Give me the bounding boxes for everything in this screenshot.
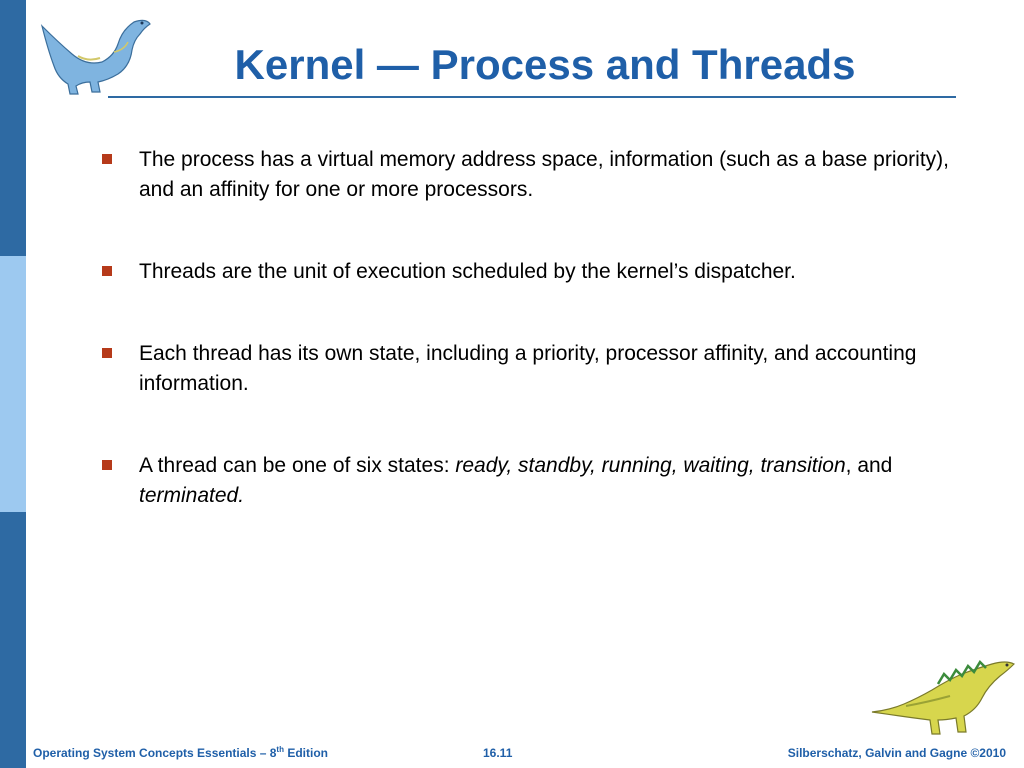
bullet-item <box>100 145 960 205</box>
title-underline <box>108 96 956 98</box>
bullet-text-segment: The process has a virtual memory address space, information (such as a base priority), and an affinity for one or more processors. <box>139 148 950 201</box>
dinosaur-logo-icon <box>30 6 160 96</box>
bullet-text <box>139 454 892 507</box>
bullet-text-segment: Each thread has its own state, including a priority, processor affinity, and accounting information. <box>139 342 917 395</box>
dinosaur-logo-icon <box>868 640 1018 740</box>
bullet-item <box>100 257 960 287</box>
square-bullet-icon <box>102 154 112 164</box>
bullet-list <box>100 145 960 563</box>
bullet-text-segment: A thread can be one of six states: <box>139 454 456 477</box>
bullet-text-segment: , and <box>845 454 893 477</box>
left-accent-bar <box>0 0 26 768</box>
bullet-item <box>100 451 960 511</box>
bullet-text <box>139 148 949 201</box>
left-accent-bar-highlight <box>0 256 26 512</box>
footer-book-title <box>33 744 328 762</box>
bullet-item <box>100 339 960 399</box>
footer-book-title-superscript: th <box>276 745 284 754</box>
bullet-text <box>139 342 916 395</box>
bullet-text-italic-segment: terminated. <box>139 484 245 507</box>
bullet-text-segment: Threads are the unit of execution scheduled by the kernel’s dispatcher. <box>139 260 796 283</box>
footer-book-title-prefix: Operating System Concepts Essentials – 8 <box>33 746 277 760</box>
bullet-text <box>139 260 796 283</box>
square-bullet-icon <box>102 348 112 358</box>
footer-authors: Silberschatz, Galvin and Gagne ©2010 <box>787 746 1006 760</box>
square-bullet-icon <box>102 266 112 276</box>
footer-page-number: 16.11 <box>483 746 513 760</box>
slide-title: Kernel — Process and Threads <box>234 41 856 88</box>
bullet-text-italic-segment: ready, standby, running, waiting, transition <box>455 454 846 477</box>
square-bullet-icon <box>102 460 112 470</box>
footer-book-title-suffix: Edition <box>283 746 328 760</box>
